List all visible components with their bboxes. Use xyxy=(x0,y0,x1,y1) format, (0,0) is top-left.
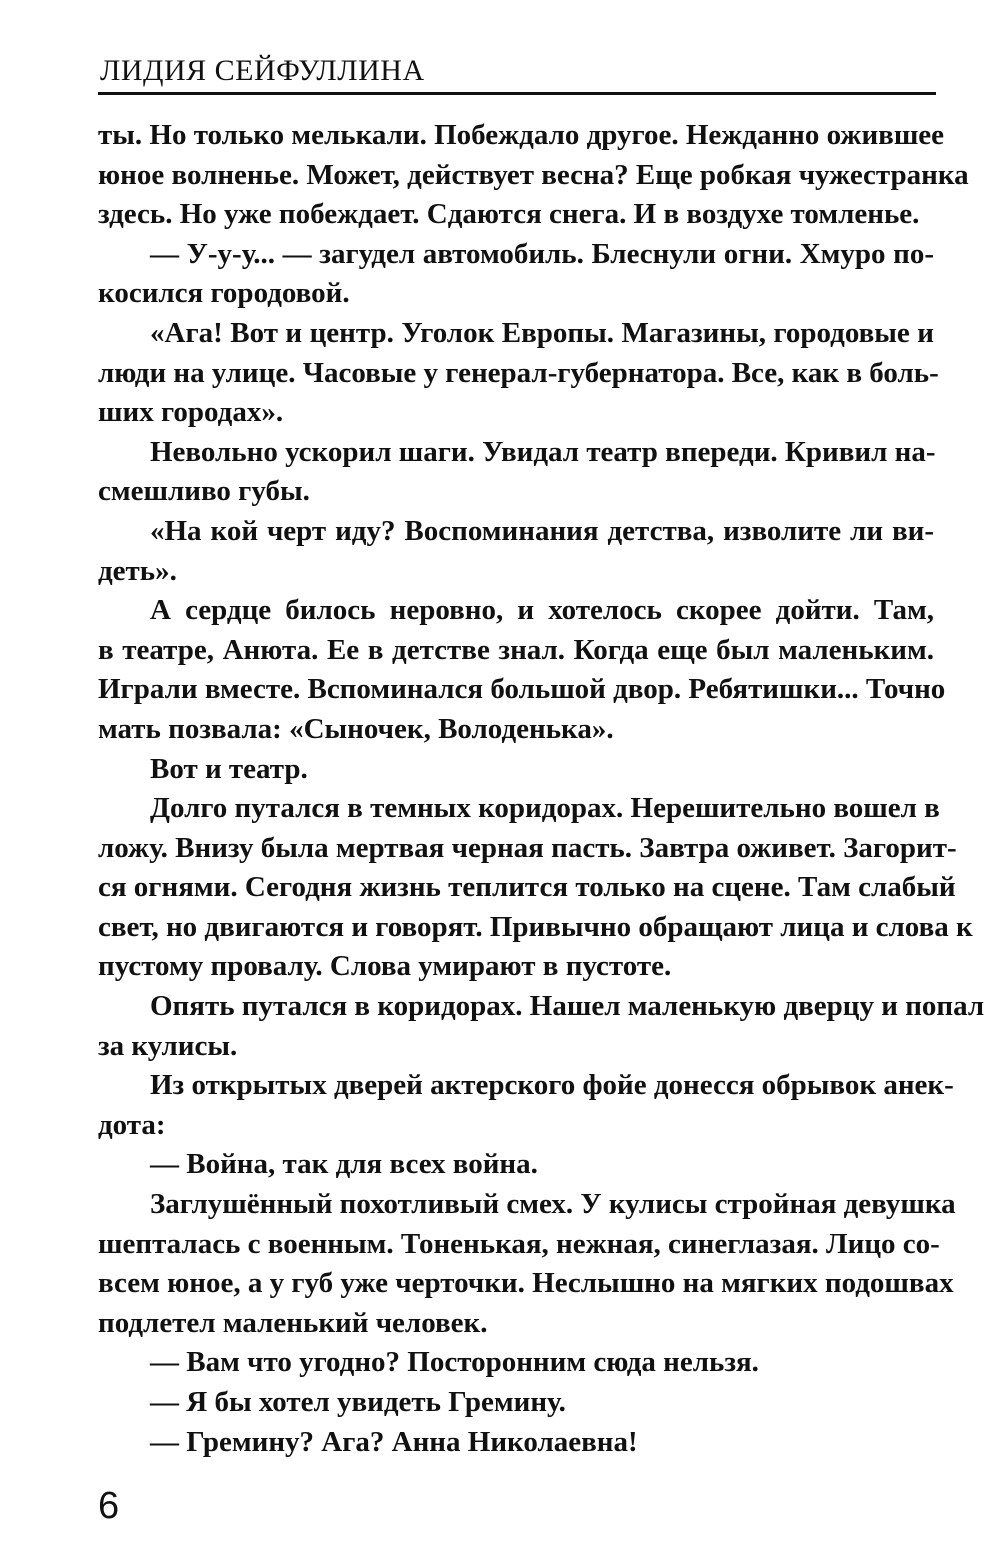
text-line: мать позвала: «Сыночек, Володенька». xyxy=(98,712,614,745)
text-line: А сердце билось неровно, и хотелось скорее дойти. Там, xyxy=(150,594,934,627)
text-line: в театре, Анюта. Ее в детстве знал. Когда еще был маленьким. xyxy=(98,633,934,666)
text-line: Заглушённый похотливый смех. У кулисы стройная девушка xyxy=(150,1188,956,1221)
text-line: Долго путался в темных коридорах. Нерешительно вошел в xyxy=(150,792,940,825)
running-header xyxy=(98,50,936,92)
text-line: Из открытых дверей актерского фойе донесся обрывок анек- xyxy=(150,1069,954,1102)
text-line: здесь. Но уже побеждает. Сдаются снега. И в воздухе томленье. xyxy=(98,198,920,231)
text-line: ших городах». xyxy=(98,396,284,429)
text-line: люди на улице. Часовые у генерал-губернатора. Все, как в боль- xyxy=(98,356,939,389)
text-line: ложу. Внизу была мертвая черная пасть. Завтра оживет. Загорит- xyxy=(98,831,957,864)
page-number: 6 xyxy=(98,1485,120,1527)
text-line: деть». xyxy=(98,554,177,587)
text-line: юное волненье. Может, действует весна? Еще робкая чужестранка xyxy=(98,158,969,191)
text-line: смешливо губы. xyxy=(98,475,310,508)
text-line: свет, но двигаются и говорят. Привычно обращают лица и слова к xyxy=(98,910,973,943)
text-line: Опять путался в коридорах. Нашел маленькую дверцу и попал xyxy=(150,990,985,1023)
text-line: Вот и театр. xyxy=(150,752,308,785)
text-line: всем юное, а у губ уже черточки. Неслышно на мягких подошвах xyxy=(98,1267,954,1300)
text-line: — Я бы хотел увидеть Гремину. xyxy=(150,1386,566,1418)
text-line: шепталась с военным. Тоненькая, нежная, синеглазая. Лицо со- xyxy=(98,1227,940,1260)
header-rule xyxy=(98,92,936,95)
text-line: косился городовой. xyxy=(98,277,350,310)
body-text xyxy=(98,116,985,1462)
text-line: — Вам что угодно? Посторонним сюда нельзя. xyxy=(150,1346,759,1379)
text-line: — Гремину? Ага? Анна Николаевна! xyxy=(150,1425,638,1458)
text-line: ты. Но только мелькали. Побеждало другое. Нежданно ожившее xyxy=(98,119,945,151)
text-line: Играли вместе. Вспоминался большой двор. Ребятишки... Точно xyxy=(98,673,946,706)
text-line: Невольно ускорил шаги. Увидал театр впереди. Кривил на- xyxy=(150,435,936,468)
text-line: дота: xyxy=(98,1108,166,1141)
text-line: — Война, так для всех война. xyxy=(150,1148,538,1181)
text-line: «На кой черт иду? Воспоминания детства, изволите ли ви- xyxy=(150,514,934,547)
text-line: за кулисы. xyxy=(98,1029,238,1062)
text-line: пустому провалу. Слова умирают в пустоте. xyxy=(98,950,672,983)
text-line: «Ага! Вот и центр. Уголок Европы. Магазины, городовые и xyxy=(150,316,934,349)
text-line: — У-у-у... — загудел автомобиль. Блеснули огни. Хмуро по- xyxy=(150,237,934,270)
author-name: ЛИДИЯ СЕЙФУЛЛИНА xyxy=(100,54,425,87)
text-line: подлетел маленький человек. xyxy=(98,1306,488,1339)
text-line: ся огнями. Сегодня жизнь теплится только на сцене. Там слабый xyxy=(98,871,956,904)
